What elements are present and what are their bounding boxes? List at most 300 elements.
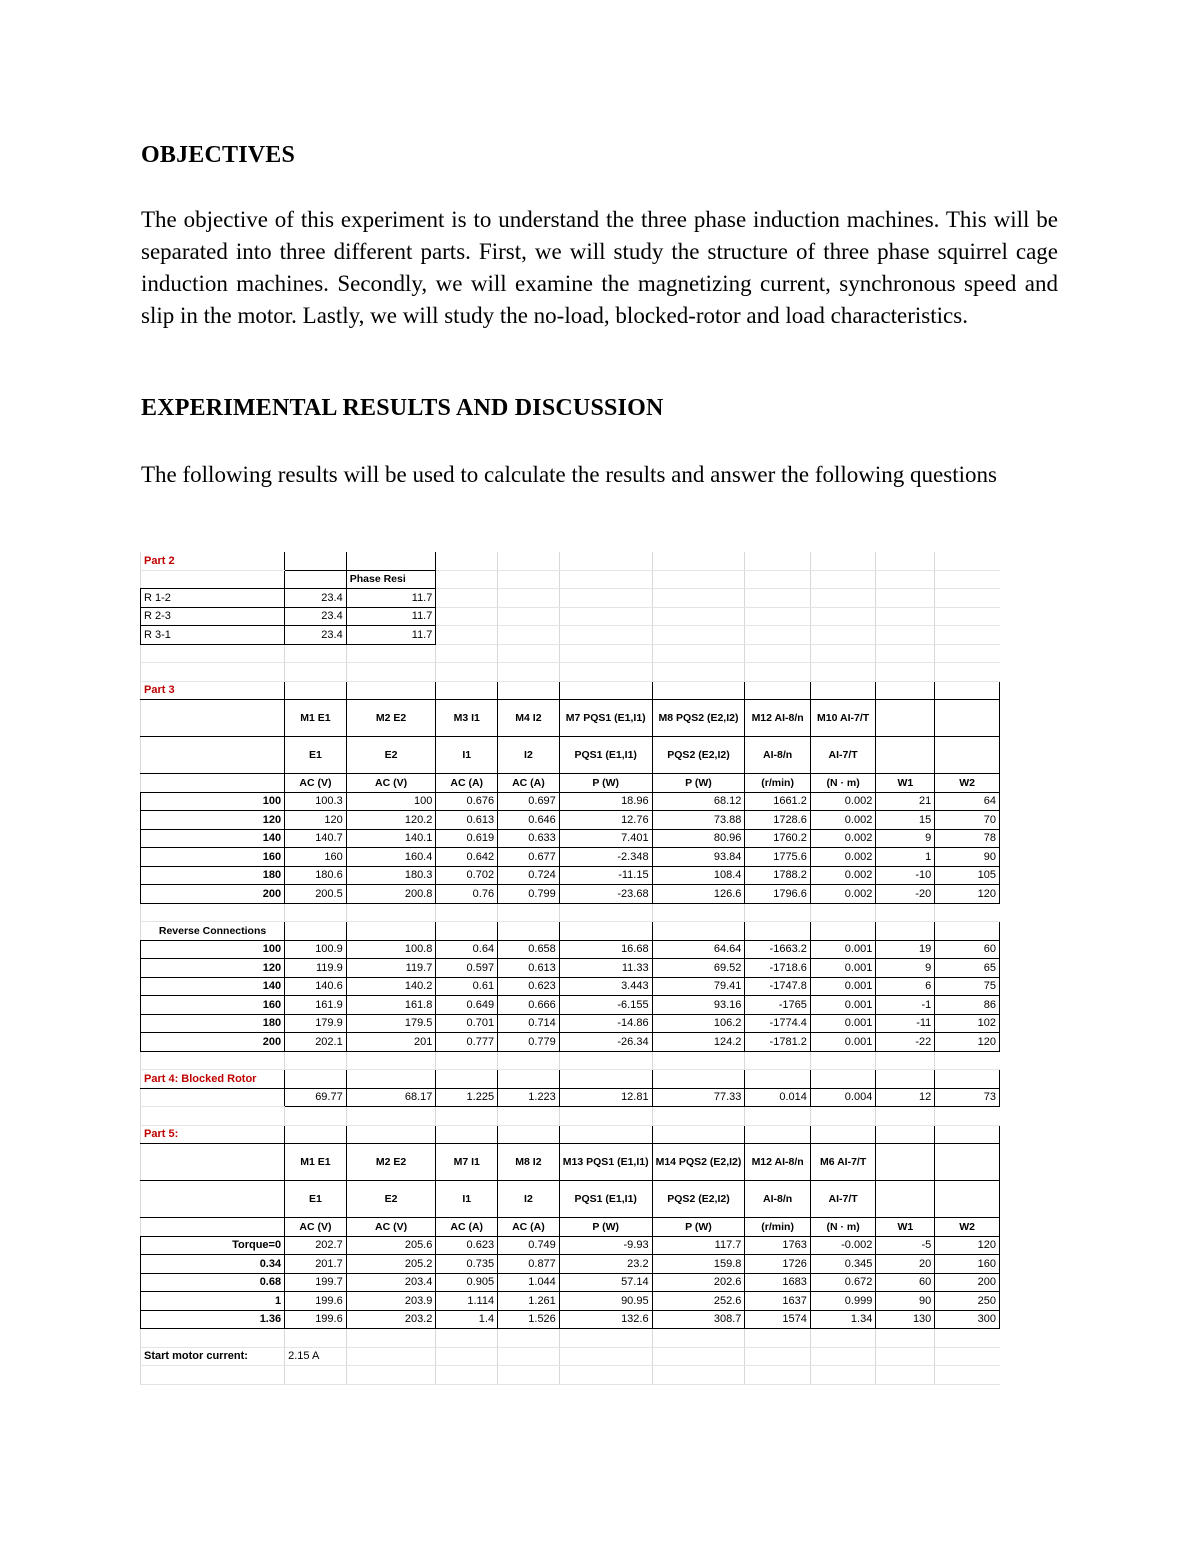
empty-cell <box>346 1366 436 1385</box>
data-cell: 23.2 <box>559 1255 652 1274</box>
data-cell: 6 <box>876 977 935 996</box>
data-row <box>141 866 1000 885</box>
empty-cell <box>935 626 1000 645</box>
data-cell: 68.17 <box>346 1088 436 1107</box>
data-cell: 308.7 <box>652 1310 745 1329</box>
data-cell: 0.672 <box>810 1273 875 1292</box>
column-header: M1 E1 <box>285 1144 347 1181</box>
column-header: M12 AI-8/n <box>745 700 810 737</box>
empty-cell <box>652 644 745 663</box>
empty-cell <box>652 1329 745 1348</box>
empty-cell <box>141 570 285 589</box>
data-cell: 1763 <box>745 1236 810 1255</box>
data-cell: 57.14 <box>559 1273 652 1292</box>
empty-cell <box>559 1125 652 1144</box>
empty-cell <box>285 903 347 922</box>
empty-cell <box>876 644 935 663</box>
data-cell: 0.646 <box>498 811 560 830</box>
data-cell: -1781.2 <box>745 1033 810 1052</box>
empty-cell <box>810 1329 875 1348</box>
data-cell: 130 <box>876 1310 935 1329</box>
unit-header: AC (V) <box>346 1218 436 1237</box>
data-cell: 9 <box>876 959 935 978</box>
empty-cell <box>559 681 652 700</box>
data-cell: 1574 <box>745 1310 810 1329</box>
data-cell: 16.68 <box>559 940 652 959</box>
empty-cell <box>745 1107 810 1126</box>
empty-cell <box>652 1125 745 1144</box>
data-cell: 0.623 <box>436 1236 498 1255</box>
data-cell: 64.64 <box>652 940 745 959</box>
data-cell: -9.93 <box>559 1236 652 1255</box>
data-row <box>141 1255 1000 1274</box>
data-cell: 0.002 <box>810 848 875 867</box>
empty-cell <box>436 1107 498 1126</box>
data-row <box>141 1236 1000 1255</box>
column-header: M7 PQS1 (E1,I1) <box>559 700 652 737</box>
data-cell: 64 <box>935 792 1000 811</box>
data-cell: 70 <box>935 811 1000 830</box>
data-cell: -26.34 <box>559 1033 652 1052</box>
empty-cell <box>876 1125 935 1144</box>
row-label: 200 <box>141 1033 285 1052</box>
column-subheader: PQS2 (E2,I2) <box>652 737 745 774</box>
unit-header: W1 <box>876 774 935 793</box>
data-cell: 201.7 <box>285 1255 347 1274</box>
data-cell: 100.3 <box>285 792 347 811</box>
data-cell: 0.697 <box>498 792 560 811</box>
empty-cell <box>935 589 1000 608</box>
column-subheader: I1 <box>436 737 498 774</box>
data-cell: 0.001 <box>810 959 875 978</box>
column-subheader: E1 <box>285 1181 347 1218</box>
empty-cell <box>436 1051 498 1070</box>
data-cell: 0.002 <box>810 885 875 904</box>
empty-cell <box>745 552 810 570</box>
part5-title-row <box>141 1125 1000 1144</box>
empty-cell <box>935 607 1000 626</box>
part5-units-row <box>141 1218 1000 1237</box>
reverse-label-row <box>141 922 1000 941</box>
empty-cell <box>876 607 935 626</box>
column-header <box>876 1144 935 1181</box>
part2-row <box>141 626 1000 645</box>
empty-cell <box>498 681 560 700</box>
empty-cell <box>436 1329 498 1348</box>
data-cell: -1747.8 <box>745 977 810 996</box>
data-cell: 100 <box>346 792 436 811</box>
data-cell: -1663.2 <box>745 940 810 959</box>
empty-cell <box>436 589 498 608</box>
unit-header: AC (A) <box>436 774 498 793</box>
data-cell: 0.613 <box>498 959 560 978</box>
data-row <box>141 977 1000 996</box>
column-header <box>935 700 1000 737</box>
column-subheader <box>876 737 935 774</box>
data-cell: 117.7 <box>652 1236 745 1255</box>
empty-cell <box>436 644 498 663</box>
row-label: R 3-1 <box>141 626 285 645</box>
data-cell: 140.6 <box>285 977 347 996</box>
data-cell: 161.9 <box>285 996 347 1015</box>
data-cell: 1760.2 <box>745 829 810 848</box>
data-cell: 21 <box>876 792 935 811</box>
row-label: 120 <box>141 811 285 830</box>
data-cell: 202.7 <box>285 1236 347 1255</box>
unit-header: AC (A) <box>436 1218 498 1237</box>
data-cell: 60 <box>876 1273 935 1292</box>
column-header: M4 I2 <box>498 700 560 737</box>
data-cell: 205.6 <box>346 1236 436 1255</box>
data-cell: 0.724 <box>498 866 560 885</box>
data-cell: 106.2 <box>652 1014 745 1033</box>
data-cell: 11.33 <box>559 959 652 978</box>
phase-resistance-label: Phase Resi <box>346 570 436 589</box>
data-cell: 0.649 <box>436 996 498 1015</box>
data-cell: 0.702 <box>436 866 498 885</box>
data-cell: 252.6 <box>652 1292 745 1311</box>
column-header: M8 PQS2 (E2,I2) <box>652 700 745 737</box>
data-cell: 1.4 <box>436 1310 498 1329</box>
unit-header: P (W) <box>559 1218 652 1237</box>
part3-units-row <box>141 774 1000 793</box>
data-cell: 90 <box>876 1292 935 1311</box>
data-row <box>141 885 1000 904</box>
data-cell: -11 <box>876 1014 935 1033</box>
unit-header: AC (V) <box>285 1218 347 1237</box>
empty-cell <box>559 1329 652 1348</box>
empty-cell <box>745 681 810 700</box>
column-header <box>935 1144 1000 1181</box>
unit-header: W2 <box>935 774 1000 793</box>
empty-cell <box>652 922 745 941</box>
empty-cell <box>559 552 652 570</box>
data-cell: 0.642 <box>436 848 498 867</box>
data-cell: -20 <box>876 885 935 904</box>
empty-cell <box>810 644 875 663</box>
objectives-heading: OBJECTIVES <box>141 142 296 168</box>
data-cell: 1661.2 <box>745 792 810 811</box>
data-cell: -1765 <box>745 996 810 1015</box>
empty-cell <box>935 1366 1000 1385</box>
data-cell: 0.877 <box>498 1255 560 1274</box>
empty-cell <box>559 1347 652 1366</box>
column-header: M7 I1 <box>436 1144 498 1181</box>
part4-data-row <box>141 1088 1000 1107</box>
empty-cell <box>141 1051 285 1070</box>
empty-cell <box>810 1051 875 1070</box>
empty-cell <box>436 663 498 682</box>
row-label: R 2-3 <box>141 607 285 626</box>
data-cell: 1.044 <box>498 1273 560 1292</box>
empty-cell <box>346 1051 436 1070</box>
data-cell: 100.9 <box>285 940 347 959</box>
data-cell: 105 <box>935 866 1000 885</box>
empty-cell <box>498 626 560 645</box>
data-cell: 78 <box>935 829 1000 848</box>
empty-cell <box>745 1366 810 1385</box>
column-subheader: AI-7/T <box>810 737 875 774</box>
data-cell: -22 <box>876 1033 935 1052</box>
empty-cell <box>498 1366 560 1385</box>
empty-cell <box>876 1070 935 1089</box>
empty-cell <box>141 1366 285 1385</box>
empty-cell <box>652 607 745 626</box>
data-cell: 1788.2 <box>745 866 810 885</box>
data-cell: 203.9 <box>346 1292 436 1311</box>
column-subheader: E2 <box>346 1181 436 1218</box>
empty-cell <box>285 552 347 570</box>
data-cell: 77.33 <box>652 1088 745 1107</box>
row-label: 180 <box>141 1014 285 1033</box>
data-cell: 201 <box>346 1033 436 1052</box>
data-cell: 160.4 <box>346 848 436 867</box>
data-cell: 0.905 <box>436 1273 498 1292</box>
data-cell: 0.633 <box>498 829 560 848</box>
data-row <box>141 1310 1000 1329</box>
unit-header: AC (A) <box>498 1218 560 1237</box>
data-cell: 140.1 <box>346 829 436 848</box>
data-cell: 0.004 <box>810 1088 875 1107</box>
empty-cell <box>810 1347 875 1366</box>
part5-title: Part 5: <box>141 1125 285 1144</box>
empty-cell <box>745 663 810 682</box>
objectives-paragraph: The objective of this experiment is to understand the three phase induction machines. This will be separated into three different parts. First, we will study the structure of three phase squirrel cage induction machines. Secondly, we will examine the magnetizing current, synchronous speed and slip in the motor. Lastly, we will study the no-load, blocked-rotor and load characteristics. <box>141 207 1058 328</box>
data-cell: 0.623 <box>498 977 560 996</box>
data-cell: 102 <box>935 1014 1000 1033</box>
empty-cell <box>652 1107 745 1126</box>
part2-title: Part 2 <box>141 552 285 570</box>
empty-cell <box>498 903 560 922</box>
data-cell: 1.261 <box>498 1292 560 1311</box>
data-cell: -10 <box>876 866 935 885</box>
data-cell: 199.6 <box>285 1292 347 1311</box>
data-cell: 126.6 <box>652 885 745 904</box>
part4-title-row <box>141 1070 1000 1089</box>
column-subheader <box>935 1181 1000 1218</box>
empty-cell <box>652 1070 745 1089</box>
data-row <box>141 829 1000 848</box>
row-label: 100 <box>141 792 285 811</box>
data-cell: 1 <box>876 848 935 867</box>
empty-cell <box>652 1347 745 1366</box>
empty-cell <box>810 1366 875 1385</box>
row-label: 120 <box>141 959 285 978</box>
empty-cell <box>559 626 652 645</box>
data-cell: 1.223 <box>498 1088 560 1107</box>
empty-cell <box>810 1125 875 1144</box>
data-cell: 80.96 <box>652 829 745 848</box>
empty-cell <box>876 681 935 700</box>
empty-cell <box>935 1329 1000 1348</box>
data-cell: 140.7 <box>285 829 347 848</box>
empty-cell <box>285 1125 347 1144</box>
data-cell: 0.999 <box>810 1292 875 1311</box>
empty-cell <box>652 681 745 700</box>
empty-cell <box>285 644 347 663</box>
empty-cell <box>935 681 1000 700</box>
empty-cell <box>876 626 935 645</box>
unit-header: AC (V) <box>285 774 347 793</box>
data-cell: 1.114 <box>436 1292 498 1311</box>
empty-cell <box>559 607 652 626</box>
row-label: R 1-2 <box>141 589 285 608</box>
empty-cell <box>876 1107 935 1126</box>
data-cell: 0.61 <box>436 977 498 996</box>
empty-cell <box>436 903 498 922</box>
blank-row <box>141 644 1000 663</box>
empty-cell <box>935 1051 1000 1070</box>
empty-cell <box>498 1125 560 1144</box>
data-cell: 7.401 <box>559 829 652 848</box>
data-cell: 1.34 <box>810 1310 875 1329</box>
start-current-value: 2.15 A <box>285 1347 347 1366</box>
empty-cell <box>346 1107 436 1126</box>
data-row <box>141 959 1000 978</box>
empty-cell <box>285 1070 347 1089</box>
empty-cell <box>141 1329 285 1348</box>
empty-cell <box>498 607 560 626</box>
data-cell: 179.9 <box>285 1014 347 1033</box>
row-label: 160 <box>141 996 285 1015</box>
empty-cell <box>498 1070 560 1089</box>
data-row <box>141 1033 1000 1052</box>
empty-cell <box>141 1144 285 1181</box>
data-cell: 124.2 <box>652 1033 745 1052</box>
empty-cell <box>141 1088 285 1107</box>
empty-cell <box>141 700 285 737</box>
column-subheader: AI-8/n <box>745 737 810 774</box>
row-label: 0.34 <box>141 1255 285 1274</box>
empty-cell <box>935 570 1000 589</box>
data-cell: 0.001 <box>810 1014 875 1033</box>
data-cell: 0.001 <box>810 940 875 959</box>
data-cell: 120 <box>935 885 1000 904</box>
column-header: M10 AI-7/T <box>810 700 875 737</box>
empty-cell <box>876 1347 935 1366</box>
empty-cell <box>436 552 498 570</box>
empty-cell <box>652 626 745 645</box>
unit-header: (N · m) <box>810 1218 875 1237</box>
empty-cell <box>346 1125 436 1144</box>
empty-cell <box>498 1347 560 1366</box>
empty-cell <box>285 663 347 682</box>
resistance-value: 23.4 <box>285 607 347 626</box>
empty-cell <box>436 681 498 700</box>
empty-cell <box>810 626 875 645</box>
empty-cell <box>436 922 498 941</box>
data-row <box>141 811 1000 830</box>
column-subheader: E1 <box>285 737 347 774</box>
empty-cell <box>346 922 436 941</box>
column-subheader: I2 <box>498 737 560 774</box>
data-cell: 12.81 <box>559 1088 652 1107</box>
data-cell: 202.1 <box>285 1033 347 1052</box>
part4-title: Part 4: Blocked Rotor <box>141 1070 285 1089</box>
data-cell: 18.96 <box>559 792 652 811</box>
empty-cell <box>559 663 652 682</box>
data-cell: 3.443 <box>559 977 652 996</box>
data-cell: 300 <box>935 1310 1000 1329</box>
column-subheader: I1 <box>436 1181 498 1218</box>
data-cell: 100.8 <box>346 940 436 959</box>
data-cell: 73.88 <box>652 811 745 830</box>
blank-row <box>141 1107 1000 1126</box>
data-cell: 0.001 <box>810 996 875 1015</box>
empty-cell <box>935 1347 1000 1366</box>
empty-cell <box>810 922 875 941</box>
unit-header: W2 <box>935 1218 1000 1237</box>
data-cell: 179.5 <box>346 1014 436 1033</box>
empty-cell <box>876 903 935 922</box>
blank-row <box>141 1329 1000 1348</box>
unit-header: P (W) <box>559 774 652 793</box>
empty-cell <box>346 644 436 663</box>
empty-cell <box>935 1125 1000 1144</box>
column-subheader: AI-7/T <box>810 1181 875 1218</box>
empty-cell <box>935 552 1000 570</box>
empty-cell <box>346 663 436 682</box>
row-label: 140 <box>141 829 285 848</box>
empty-cell <box>810 1070 875 1089</box>
blank-row <box>141 903 1000 922</box>
empty-cell <box>141 737 285 774</box>
empty-cell <box>652 663 745 682</box>
empty-cell <box>810 589 875 608</box>
unit-header: AC (V) <box>346 774 436 793</box>
column-header: M2 E2 <box>346 700 436 737</box>
empty-cell <box>285 922 347 941</box>
empty-cell <box>436 1125 498 1144</box>
empty-cell <box>559 922 652 941</box>
empty-cell <box>141 1107 285 1126</box>
data-cell: 65 <box>935 959 1000 978</box>
empty-cell <box>141 1181 285 1218</box>
data-cell: 69.77 <box>285 1088 347 1107</box>
empty-cell <box>498 1107 560 1126</box>
empty-cell <box>876 663 935 682</box>
data-cell: 0.749 <box>498 1236 560 1255</box>
data-row <box>141 940 1000 959</box>
empty-cell <box>745 903 810 922</box>
data-row <box>141 792 1000 811</box>
data-cell: 203.2 <box>346 1310 436 1329</box>
phase-resistance-value: 11.7 <box>346 626 436 645</box>
data-row <box>141 1273 1000 1292</box>
empty-cell <box>745 1051 810 1070</box>
data-cell: 160 <box>935 1255 1000 1274</box>
column-subheader: E2 <box>346 737 436 774</box>
empty-cell <box>745 1070 810 1089</box>
data-cell: 90 <box>935 848 1000 867</box>
part5-header-row-2 <box>141 1181 1000 1218</box>
data-cell: 0.597 <box>436 959 498 978</box>
empty-cell <box>652 589 745 608</box>
data-cell: -0.002 <box>810 1236 875 1255</box>
part2-title-row <box>141 552 1000 570</box>
empty-cell <box>346 552 436 570</box>
empty-cell <box>935 644 1000 663</box>
part2-row <box>141 589 1000 608</box>
empty-cell <box>935 1107 1000 1126</box>
empty-cell <box>498 663 560 682</box>
data-cell: 199.6 <box>285 1310 347 1329</box>
empty-cell <box>141 644 285 663</box>
row-label: 160 <box>141 848 285 867</box>
empty-cell <box>876 1329 935 1348</box>
empty-cell <box>745 1329 810 1348</box>
data-cell: 0.658 <box>498 940 560 959</box>
